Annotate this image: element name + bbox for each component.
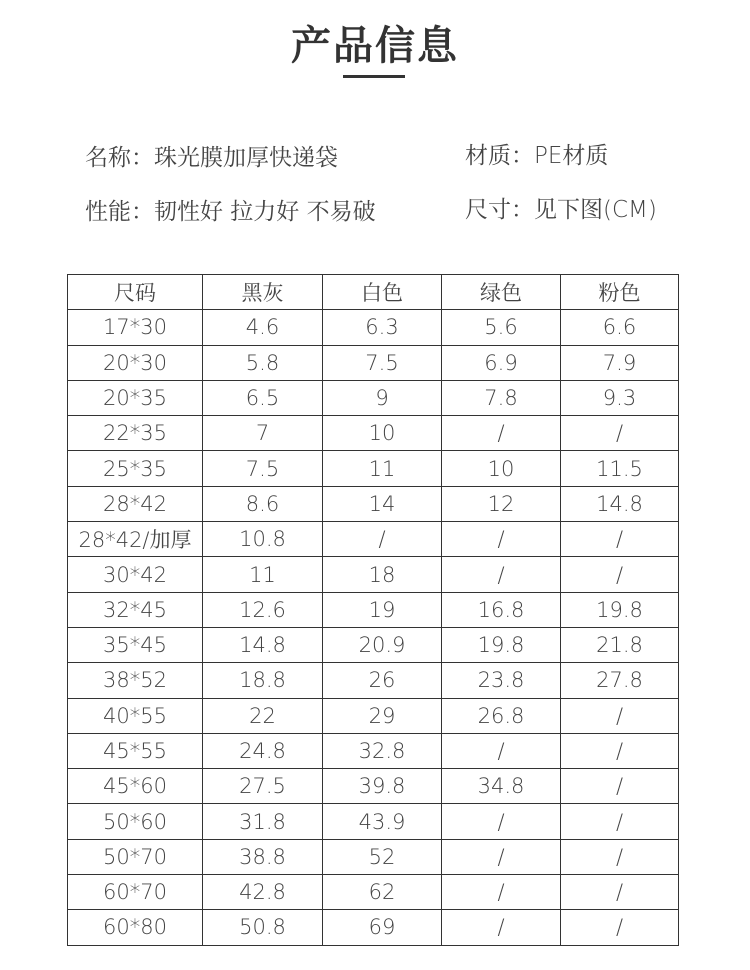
- cell-size: 60*70: [68, 875, 203, 910]
- cell-black-gray: 8.6: [203, 486, 323, 521]
- cell-size: 20*35: [68, 380, 203, 415]
- header-black-gray: 黑灰: [203, 275, 323, 310]
- cell-white: 19: [323, 592, 442, 627]
- cell-size: 30*42: [68, 557, 203, 592]
- table-row: [68, 416, 679, 451]
- table-row: [68, 627, 679, 662]
- product-name-text: 名称：珠光膜加厚快递袋: [85, 145, 338, 171]
- cell-size: 28*42/加厚: [68, 522, 203, 557]
- cell-green: 6.9: [442, 345, 561, 380]
- cell-black-gray: 22: [203, 698, 323, 733]
- cell-white: 26: [323, 663, 442, 698]
- page-title: 产品信息: [291, 23, 459, 69]
- cell-pink: /: [561, 557, 679, 592]
- cell-pink: /: [561, 910, 679, 945]
- table-row: [68, 557, 679, 592]
- cell-pink: /: [561, 522, 679, 557]
- cell-pink: 6.6: [561, 310, 679, 345]
- cell-green: 26.8: [442, 698, 561, 733]
- cell-white: 20.9: [323, 627, 442, 662]
- cell-black-gray: 31.8: [203, 804, 323, 839]
- cell-black-gray: 27.5: [203, 769, 323, 804]
- table-header: [68, 275, 679, 310]
- cell-pink: /: [561, 416, 679, 451]
- cell-white: 39.8: [323, 769, 442, 804]
- header-pink: 粉色: [561, 275, 679, 310]
- product-material-text: 材质：PE材质: [465, 143, 609, 169]
- cell-pink: /: [561, 839, 679, 874]
- table-row: [68, 486, 679, 521]
- cell-size: 35*45: [68, 627, 203, 662]
- cell-green: /: [442, 875, 561, 910]
- cell-green: 5.6: [442, 310, 561, 345]
- table-row: [68, 804, 679, 839]
- cell-white: 43.9: [323, 804, 442, 839]
- cell-white: 10: [323, 416, 442, 451]
- cell-white: 52: [323, 839, 442, 874]
- cell-pink: 27.8: [561, 663, 679, 698]
- cell-size: 32*45: [68, 592, 203, 627]
- cell-size: 38*52: [68, 663, 203, 698]
- cell-pink: /: [561, 769, 679, 804]
- cell-size: 25*35: [68, 451, 203, 486]
- cell-black-gray: 24.8: [203, 733, 323, 768]
- cell-white: 29: [323, 698, 442, 733]
- product-performance-text: 性能：韧性好 拉力好 不易破: [85, 199, 376, 225]
- cell-black-gray: 14.8: [203, 627, 323, 662]
- cell-green: /: [442, 522, 561, 557]
- cell-green: /: [442, 910, 561, 945]
- cell-white: 32.8: [323, 733, 442, 768]
- cell-green: /: [442, 557, 561, 592]
- cell-size: 50*70: [68, 839, 203, 874]
- table-row: [68, 733, 679, 768]
- table-header-row: [68, 275, 679, 310]
- cell-size: 17*30: [68, 310, 203, 345]
- cell-green: /: [442, 839, 561, 874]
- cell-size: 50*60: [68, 804, 203, 839]
- cell-black-gray: 11: [203, 557, 323, 592]
- cell-pink: 21.8: [561, 627, 679, 662]
- cell-white: 6.3: [323, 310, 442, 345]
- cell-green: /: [442, 416, 561, 451]
- cell-black-gray: 6.5: [203, 380, 323, 415]
- cell-pink: /: [561, 698, 679, 733]
- cell-green: 19.8: [442, 627, 561, 662]
- cell-size: 20*30: [68, 345, 203, 380]
- cell-size: 45*60: [68, 769, 203, 804]
- cell-black-gray: 7: [203, 416, 323, 451]
- cell-size: 40*55: [68, 698, 203, 733]
- cell-green: 23.8: [442, 663, 561, 698]
- cell-pink: 19.8: [561, 592, 679, 627]
- table-row: [68, 769, 679, 804]
- table-row: [68, 592, 679, 627]
- header-white: 白色: [323, 275, 442, 310]
- cell-pink: 7.9: [561, 345, 679, 380]
- table-row: [68, 522, 679, 557]
- cell-green: /: [442, 804, 561, 839]
- table-row: [68, 698, 679, 733]
- cell-black-gray: 38.8: [203, 839, 323, 874]
- title-underline: [343, 75, 405, 78]
- cell-black-gray: 4.6: [203, 310, 323, 345]
- cell-black-gray: 12.6: [203, 592, 323, 627]
- cell-white: /: [323, 522, 442, 557]
- cell-black-gray: 5.8: [203, 345, 323, 380]
- cell-pink: 14.8: [561, 486, 679, 521]
- cell-black-gray: 10.8: [203, 522, 323, 557]
- cell-size: 45*55: [68, 733, 203, 768]
- table-row: [68, 310, 679, 345]
- table-row: [68, 380, 679, 415]
- table-row: [68, 345, 679, 380]
- header-size: 尺码: [68, 275, 203, 310]
- cell-white: 62: [323, 875, 442, 910]
- cell-white: 11: [323, 451, 442, 486]
- cell-green: 34.8: [442, 769, 561, 804]
- product-size-text: 尺寸：见下图(CM): [465, 197, 657, 223]
- cell-green: 12: [442, 486, 561, 521]
- table-row: [68, 663, 679, 698]
- table-row: [68, 875, 679, 910]
- cell-size: 22*35: [68, 416, 203, 451]
- cell-pink: 9.3: [561, 380, 679, 415]
- cell-white: 18: [323, 557, 442, 592]
- table-body: [68, 310, 679, 945]
- cell-white: 7.5: [323, 345, 442, 380]
- cell-black-gray: 50.8: [203, 910, 323, 945]
- cell-black-gray: 42.8: [203, 875, 323, 910]
- cell-size: 28*42: [68, 486, 203, 521]
- cell-green: 16.8: [442, 592, 561, 627]
- table-row: [68, 451, 679, 486]
- table-row: [68, 839, 679, 874]
- cell-green: 10: [442, 451, 561, 486]
- cell-pink: /: [561, 875, 679, 910]
- table-row: [68, 910, 679, 945]
- cell-pink: /: [561, 804, 679, 839]
- size-price-table: [67, 274, 679, 946]
- cell-black-gray: 18.8: [203, 663, 323, 698]
- cell-black-gray: 7.5: [203, 451, 323, 486]
- cell-white: 69: [323, 910, 442, 945]
- cell-pink: /: [561, 733, 679, 768]
- cell-green: /: [442, 733, 561, 768]
- cell-pink: 11.5: [561, 451, 679, 486]
- cell-white: 9: [323, 380, 442, 415]
- header-green: 绿色: [442, 275, 561, 310]
- cell-white: 14: [323, 486, 442, 521]
- cell-green: 7.8: [442, 380, 561, 415]
- cell-size: 60*80: [68, 910, 203, 945]
